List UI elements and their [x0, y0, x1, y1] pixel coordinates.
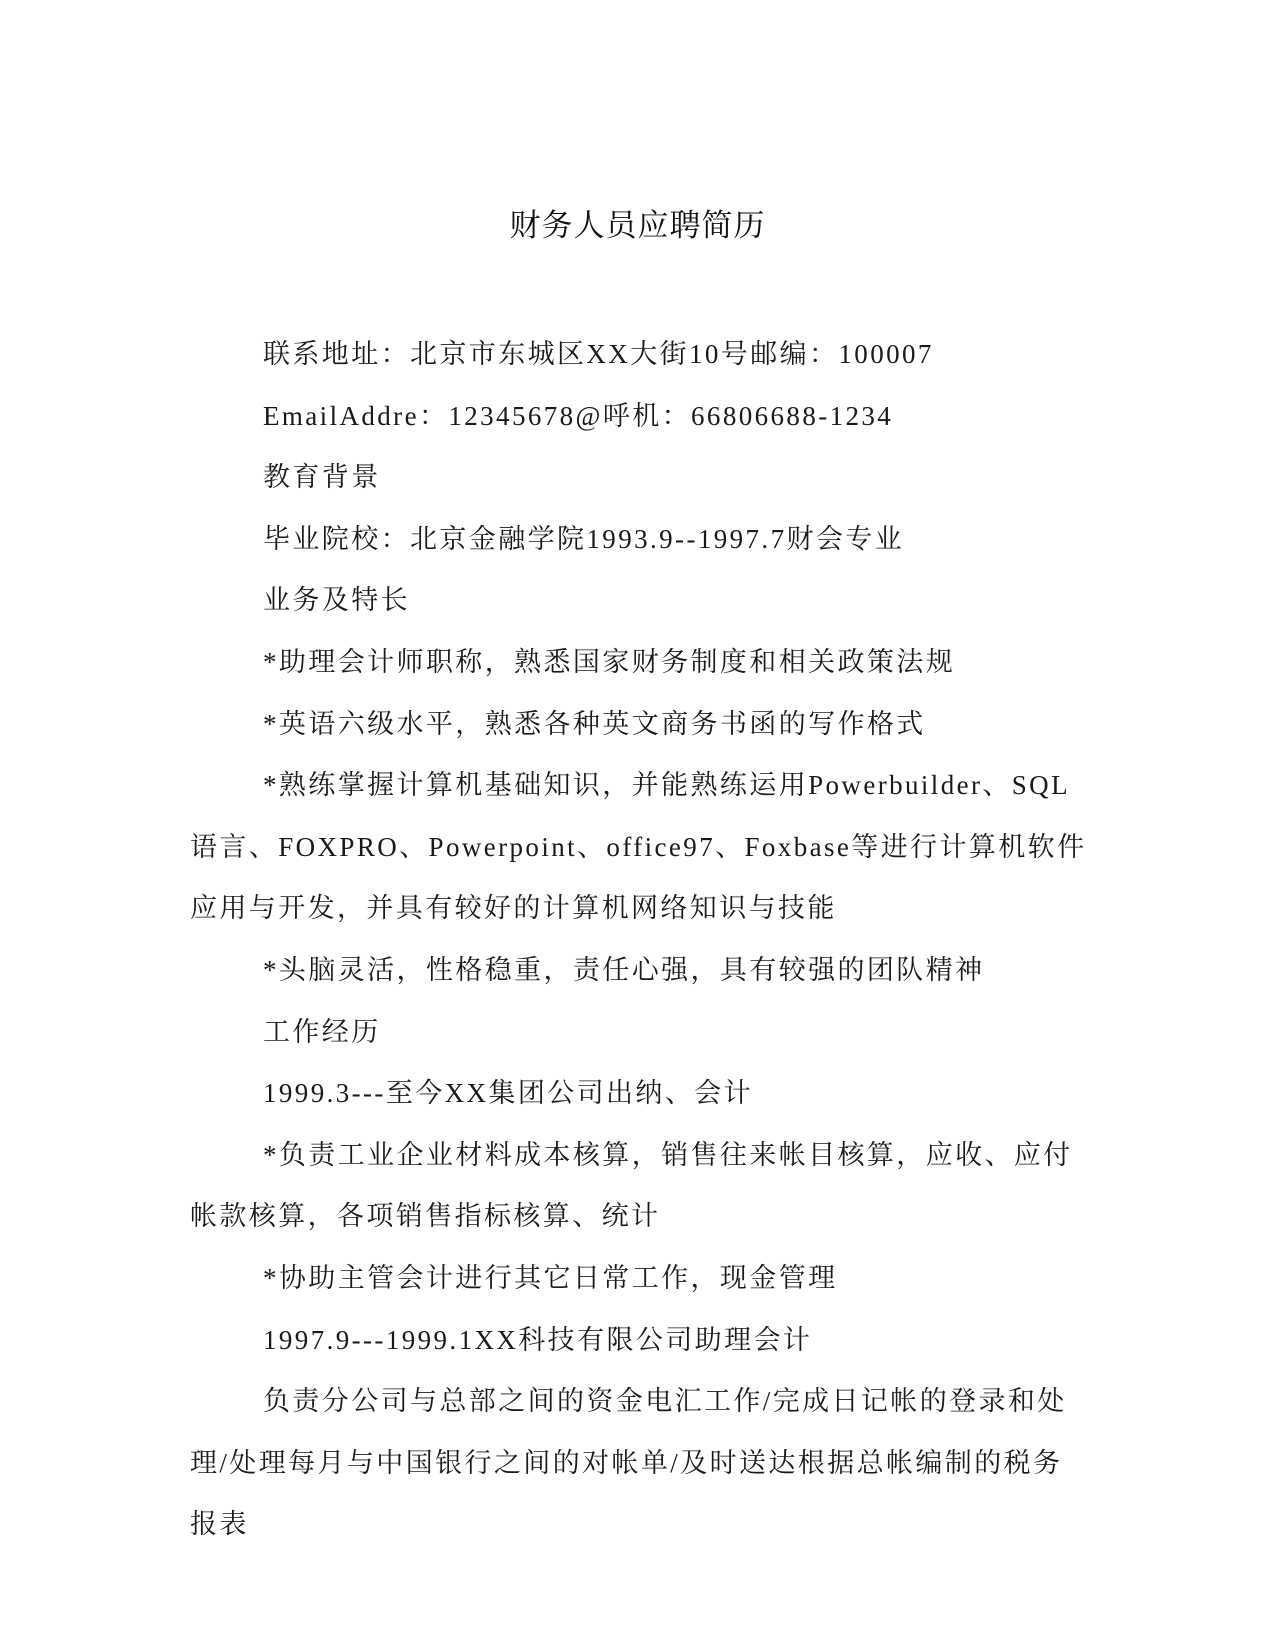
job-duty-item: 负责分公司与总部之间的资金电汇工作/完成日记帐的登录和处理/处理每月与中国银行之间的对帐单/及时送达根据总帐编制的税务报表 — [190, 1386, 1067, 1540]
section-heading-education: 教育背景 — [263, 462, 381, 493]
education-school-line: 毕业院校：北京金融学院1993.9--1997.7财会专业 — [263, 523, 905, 554]
job-entry-header: 1999.3---至今XX集团公司出纳、会计 — [263, 1078, 754, 1109]
skill-item: *助理会计师职称，熟悉国家财务制度和相关政策法规 — [263, 646, 956, 677]
contact-email-pager-line: EmailAddre：12345678@呼机：66806688-1234 — [263, 400, 894, 431]
section-heading-skills: 业务及特长 — [263, 585, 410, 616]
job-duty-item: *协助主管会计进行其它日常工作，现金管理 — [263, 1262, 838, 1293]
job-entry-header: 1997.9---1999.1XX科技有限公司助理会计 — [263, 1324, 813, 1355]
document-title: 财务人员应聘简历 — [509, 208, 766, 244]
contact-address-line: 联系地址：北京市东城区XX大街10号邮编：100007 — [263, 339, 934, 369]
section-heading-work-experience: 工作经历 — [263, 1016, 381, 1047]
job-duty-item: *负责工业企业材料成本核算，销售往来帐目核算，应收、应付帐款核算，各项销售指标核算、统计 — [190, 1139, 1073, 1232]
skill-item: *熟练掌握计算机基础知识，并能熟练运用Powerbuilder、SQL语言、FOXPRO、Powerpoint、office97、Foxbase等进行计算机软件应用与开发，并具有较好的计算机网络知识与技能 — [190, 770, 1087, 924]
document-body — [190, 324, 1090, 1556]
skill-item: *英语六级水平，熟悉各种英文商务书函的写作格式 — [263, 708, 926, 739]
skill-item: *头脑灵活，性格稳重，责任心强，具有较强的团队精神 — [263, 954, 985, 985]
